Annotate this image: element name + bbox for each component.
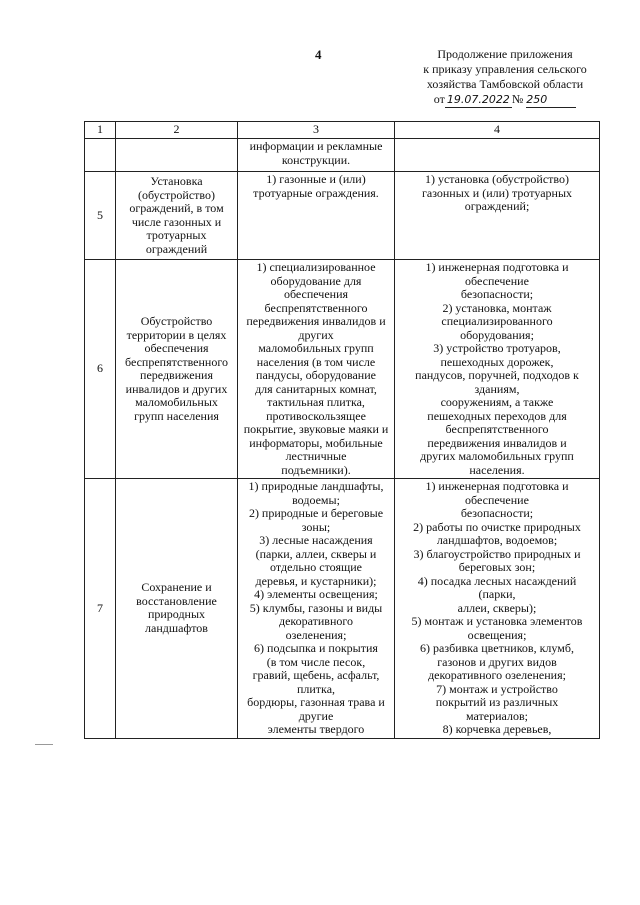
number-sign: № (511, 92, 524, 106)
cell-line: зданиям, (474, 381, 520, 396)
cell-line: пандусов, поручней, подходов к (415, 368, 579, 382)
column-number-2: 2 (116, 122, 238, 139)
appendix-header (400, 47, 610, 108)
cell-line: групп населения (134, 408, 219, 423)
cell-line: 1) инженерная подготовка и (425, 479, 569, 493)
cell-line: передвижения (140, 368, 213, 382)
cell-line: Установка (150, 174, 203, 188)
cell-line: для санитарных комнат, (255, 381, 377, 396)
cell-line: ограждений (145, 241, 208, 256)
order-number: 250 (526, 92, 576, 108)
cell-line: другие (298, 708, 334, 723)
cell-line: покрытий из различных (435, 695, 559, 709)
cell-line: аллеи, скверы); (457, 600, 537, 615)
cell-line: 8) корчевка деревьев, (442, 722, 552, 736)
cell-line: 1) установка (обустройство) (424, 172, 570, 186)
row-number-cell (85, 139, 116, 172)
cell-line: озеленения; (285, 627, 347, 642)
cell-line: 3) лесные насаждения (259, 533, 373, 547)
cell-line: лестничные (285, 449, 347, 463)
cell-line: ограждений; (464, 199, 530, 213)
column-number-3: 3 (238, 122, 395, 139)
row-name-cell (116, 172, 238, 260)
cell-line: 7) монтаж и устройство (436, 681, 558, 696)
cell-line: (парки, аллеи, скверы и (255, 546, 377, 561)
row-name-cell (116, 479, 238, 739)
cell-line: обеспечения (283, 287, 349, 301)
column-number-4: 4 (395, 122, 600, 139)
cell-line: плитка, (296, 681, 336, 696)
cell-line: беспрепятственного (125, 354, 228, 369)
cell-line: передвижения инвалидов и (427, 435, 567, 450)
cell-line: восстановление (136, 593, 217, 608)
order-date: 19.07.2022 (446, 93, 510, 106)
cell-line: пешеходных дорожек, (440, 354, 554, 369)
page-number: 4 (315, 47, 322, 62)
table-row (85, 172, 600, 260)
cell-line: 3) благоустройство природных и (413, 546, 581, 561)
cell-line: обеспечения (144, 341, 209, 355)
cell-line: водоемы; (292, 492, 340, 507)
cell-line: конструкции. (281, 152, 351, 167)
row-number-cell: 6 (85, 260, 116, 479)
cell-line: маломобильных групп (258, 341, 374, 355)
objects-cell (238, 260, 395, 479)
header-line-2: к приказу управления сельского (423, 62, 587, 76)
cell-line: 3) устройство тротуаров, (433, 341, 561, 355)
cell-line: территории в целях (126, 327, 227, 342)
table-row (85, 260, 600, 479)
objects-cell (238, 172, 395, 260)
cell-line: безопасности; (460, 506, 534, 520)
cell-line: маломобильных (135, 395, 218, 409)
cell-line: 1) природные ландшафты, (248, 479, 384, 493)
header-line-3: хозяйства Тамбовской области (426, 77, 584, 91)
cell-line: пандусы, оборудование (256, 368, 376, 382)
cell-line: других (298, 327, 334, 342)
row-name-cell (116, 260, 238, 479)
column-number-1: 1 (85, 122, 116, 139)
cell-line: Сохранение и (141, 580, 212, 595)
cell-line: ландшафтов (145, 620, 208, 635)
cell-line: противоскользящее (266, 408, 366, 423)
cell-line: других маломобильных групп (420, 449, 574, 463)
cell-line: населения (в том числе (256, 354, 376, 369)
cell-line: покрытие, звуковые маяки и (243, 422, 389, 436)
cell-line: Обустройство (140, 314, 213, 328)
cell-line: оборудования; (460, 327, 534, 342)
cell-line: гравий, щебень, асфальт, (252, 668, 380, 682)
cell-line: тротуарные ограждения. (253, 185, 379, 200)
cell-line: 2) установка, монтаж (442, 300, 552, 315)
cell-line: освещения; (467, 627, 527, 642)
cell-line: 1) инженерная подготовка и (425, 260, 569, 274)
cell-line: оборудование для (270, 273, 362, 288)
cell-line: числе газонных и (131, 214, 222, 229)
cell-line: пешеходных переходов для (427, 408, 567, 423)
objects-cell (238, 139, 395, 172)
cell-line: (в том числе песок, (266, 654, 366, 669)
cell-line: тактильная плитка, (267, 395, 365, 409)
cell-line: специализированного (441, 314, 553, 328)
works-cell (395, 260, 600, 479)
works-cell (395, 139, 600, 172)
cell-line: беспрепятственного (264, 300, 368, 315)
cell-line: передвижения инвалидов и (246, 314, 386, 328)
cell-line: информаторы, мобильные (249, 435, 383, 450)
cell-line: 2) природные и береговые (248, 506, 384, 520)
row-number-cell: 5 (85, 172, 116, 260)
row-number-cell: 7 (85, 479, 116, 739)
cell-line: ландшафтов, водоемов; (436, 533, 558, 547)
cell-line: декоративного (278, 614, 354, 628)
cell-line: (парки, (478, 587, 516, 601)
works-cell (395, 479, 600, 739)
cell-line: 5) монтаж и установка элементов (411, 614, 583, 628)
cell-line: подъемники). (281, 462, 351, 477)
cell-line: отдельно стоящие (270, 560, 362, 574)
cell-line: 6) подсыпка и покрытия (254, 641, 378, 655)
header-date-line (400, 92, 610, 108)
table-row (85, 479, 600, 739)
cell-line: 4) посадка лесных насаждений (417, 573, 577, 588)
cell-line: деревья, и кустарники); (255, 573, 377, 588)
cell-line: безопасности; (460, 287, 534, 301)
cell-line: инвалидов и других (125, 381, 228, 396)
cell-line: береговых зон; (458, 560, 536, 574)
date-prefix: от (433, 92, 445, 106)
row-name-cell (116, 139, 238, 172)
cell-line: бордюры, газонная трава и (247, 695, 385, 709)
cell-line: беспрепятственного (445, 422, 549, 436)
cell-line: природных (147, 607, 206, 622)
header-line-1: Продолжение приложения (437, 47, 573, 61)
cell-line: элементы твердого (267, 722, 365, 736)
objects-cell (238, 479, 395, 739)
cell-line: материалов; (466, 708, 528, 723)
cell-line: сооружениям, а также (440, 395, 554, 409)
cell-line: информации и рекламные (249, 139, 383, 153)
cell-line: 2) работы по очистке природных (413, 519, 581, 534)
margin-mark (35, 744, 53, 745)
cell-line: 5) клумбы, газоны и виды (249, 600, 383, 615)
cell-line: 1) газонные и (или) (266, 172, 366, 186)
column-number-row (85, 122, 600, 139)
cell-line: 4) элементы освещения; (254, 587, 378, 601)
cell-line: газонов и других видов (437, 654, 557, 669)
cell-line: декоративного озеленения; (428, 668, 566, 682)
table-row (85, 139, 600, 172)
cell-line: зоны; (301, 519, 331, 534)
cell-line: обеспечение (465, 492, 529, 507)
cell-line: тротуарных (146, 228, 207, 242)
cell-line: (обустройство) (138, 187, 215, 202)
cell-line: 6) разбивка цветников, клумб, (420, 641, 574, 655)
cell-line: ограждений, в том (129, 201, 224, 215)
appendix-table (84, 121, 600, 739)
cell-line: обеспечение (465, 273, 529, 288)
works-cell (395, 172, 600, 260)
cell-line: 1) специализированное (256, 260, 376, 274)
cell-line: газонных и (или) тротуарных (421, 185, 573, 200)
cell-line: населения. (469, 462, 525, 477)
